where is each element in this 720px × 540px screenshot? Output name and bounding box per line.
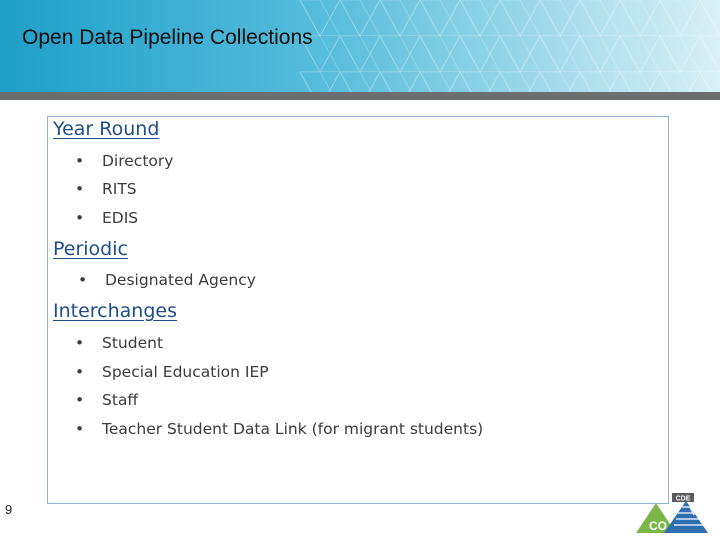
slide-header — [0, 0, 720, 92]
section-heading-interchanges: Interchanges — [53, 300, 178, 322]
list-item-label: RITS — [102, 180, 137, 198]
page-number: 9 — [5, 502, 13, 517]
bullet-icon: • — [75, 180, 85, 198]
list-item-label: Designated Agency — [105, 271, 256, 289]
logo-bottom-text: CO — [649, 519, 667, 533]
list-item-label: Teacher Student Data Link (for migrant students) — [102, 420, 484, 438]
list-item-label: Directory — [102, 152, 174, 170]
bullet-icon: • — [75, 334, 85, 352]
section-heading-periodic: Periodic — [53, 238, 128, 260]
bullet-icon: • — [78, 271, 88, 289]
list-item-label: EDIS — [102, 209, 139, 227]
bullet-icon: • — [75, 152, 85, 170]
list-item-label: Student — [102, 334, 164, 352]
list-item-label: Staff — [102, 391, 139, 409]
section-heading-year-round: Year Round — [53, 118, 160, 140]
bullet-icon: • — [75, 420, 85, 438]
bullet-icon: • — [75, 391, 85, 409]
bullet-icon: • — [75, 363, 85, 381]
logo-top-text: CDE — [675, 495, 691, 503]
list-item-label: Special Education IEP — [102, 363, 269, 381]
header-divider — [0, 92, 720, 100]
cde-logo-icon — [634, 491, 710, 535]
bullet-icon: • — [75, 209, 85, 227]
slide-title: Open Data Pipeline Collections — [22, 26, 313, 49]
